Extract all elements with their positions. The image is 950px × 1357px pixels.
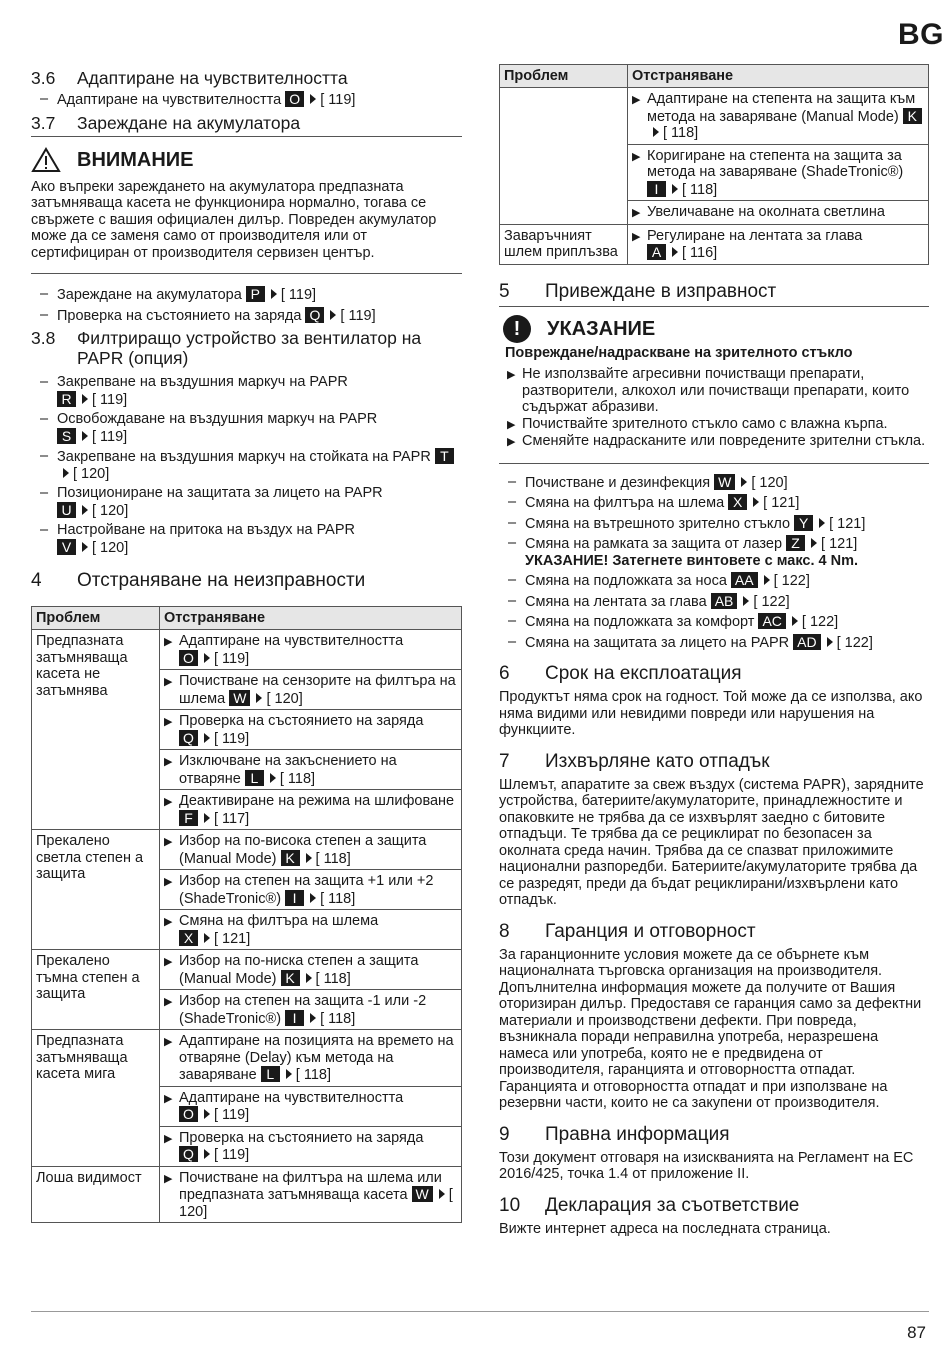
table-row: Предпазната затъмняваща касета мига ▶ Адаптиране на позицията на времето на отваряне (Delay) към метода на заваряване L [ 118] ▶ Адаптиране на чувствителността O [ 119] ▶ Проверка на състоянието на заряда Q [ 119]: [32, 1030, 462, 1167]
figure-key: A: [647, 244, 666, 260]
arrow-right-icon: [271, 289, 277, 299]
arrow-bullet-icon: ▶: [507, 369, 516, 381]
section-5-heading: 5 Привеждане в изправност: [499, 281, 929, 307]
section-3-7-list: [31, 286, 462, 324]
section-8-heading: 8 Гаранция и отговорност: [499, 920, 756, 942]
page-ref[interactable]: [ 122]: [801, 614, 839, 630]
figure-key: O: [285, 91, 304, 107]
figure-key: L: [245, 770, 264, 786]
page-ref[interactable]: [ 120]: [266, 690, 303, 707]
arrow-right-icon: [764, 575, 770, 585]
page-ref[interactable]: [ 121]: [763, 495, 800, 511]
section-10-text: Вижте интернет адреса на последната страница.: [499, 1220, 831, 1237]
footer-divider: [31, 1311, 929, 1312]
tightening-note: УКАЗАНИЕ! Затегнете винтовете с макс. 4 Nm.: [525, 552, 859, 569]
list-item: ▶ Не използвайте агресивни почистващи препарати, разтворители, алкохол или почистващи препарати, които съдържат абразиви.: [507, 366, 910, 415]
arrow-bullet-icon: ▶: [164, 996, 173, 1008]
arrow-bullet-icon: ▶: [164, 1092, 173, 1105]
figure-key: O: [179, 650, 198, 666]
arrow-bullet-icon: ▶: [164, 1132, 173, 1145]
section-3-7-heading: 3.7 Зареждане на акумулатора: [31, 113, 462, 137]
list-item: – Смяна на подложката за носа AA [ 122]: [508, 572, 810, 589]
figure-key: V: [57, 539, 76, 555]
page-ref[interactable]: [ 118]: [320, 1010, 356, 1027]
page-number: 87: [907, 1323, 926, 1342]
arrow-right-icon: [63, 468, 69, 478]
troubleshooting-table-continued: [499, 64, 929, 265]
list-item: – Смяна на рамката за защита от лазер Z [ 121] УКАЗАНИЕ! Затегнете винтовете с макс. 4 Nm.: [508, 535, 859, 569]
figure-key: W: [229, 690, 250, 706]
table-row: Прекалено тъмна степен а защита ▶ Избор на по-ниска степен а защита (Manual Mode) K [ 118] ▶ Избор на степен на защита -1 или -2 (ShadeTronic®) I [ 118]: [32, 950, 462, 1030]
page-ref[interactable]: [ 118]: [320, 890, 356, 907]
arrow-right-icon: [270, 773, 276, 783]
page-ref[interactable]: [ 120]: [179, 1187, 453, 1220]
arrow-right-icon: [82, 431, 88, 441]
table-row: Прекалено светла степен а защита ▶ Избор на по-висока степен а защита (Manual Mode) K [ 118] ▶ Избор на степен на защита +1 или +2 (ShadeTronic®) I [ 118] ▶ Смяна на филтъра на шлема X [ 121]: [32, 830, 462, 950]
arrow-right-icon: [310, 1013, 316, 1023]
page-ref[interactable]: [ 119]: [214, 1107, 250, 1123]
arrow-bullet-icon: ▶: [164, 1172, 173, 1185]
right-column: [499, 64, 929, 1237]
left-column: [31, 60, 462, 1223]
figure-key: Q: [179, 730, 198, 746]
page-ref[interactable]: [ 122]: [836, 634, 873, 651]
arrow-bullet-icon: ▶: [164, 716, 173, 728]
page-ref[interactable]: [ 120]: [751, 474, 788, 491]
list-item: – Смяна на подложката за комфорт AC [ 122]: [508, 613, 839, 630]
arrow-bullet-icon: ▶: [164, 796, 173, 808]
page-ref[interactable]: [ 122]: [753, 593, 790, 610]
arrow-bullet-icon: ▶: [164, 636, 173, 648]
figure-key: Q: [179, 1146, 198, 1162]
figure-key: O: [179, 1106, 198, 1122]
section-4-heading: 4 Отстраняване на неизправности: [31, 570, 366, 591]
section-9-heading: 9 Правна информация: [499, 1123, 730, 1145]
arrow-bullet-icon: ▶: [507, 418, 516, 431]
arrow-right-icon: [82, 505, 88, 515]
arrow-right-icon: [653, 127, 659, 137]
notice-block: [499, 315, 929, 464]
arrow-right-icon: [82, 394, 88, 404]
arrow-right-icon: [306, 973, 312, 983]
arrow-bullet-icon: ▶: [164, 916, 173, 928]
arrow-right-icon: [310, 893, 316, 903]
page-ref[interactable]: [ 120]: [92, 502, 129, 519]
warning-title: ВНИМАНИЕ: [77, 148, 194, 171]
column-header-problem: Проблем: [500, 65, 628, 88]
figure-key: P: [246, 286, 265, 302]
list-item: – Проверка на състоянието на заряда Q [ 119]: [40, 306, 376, 324]
arrow-right-icon: [819, 518, 825, 528]
table-row: Лоша видимост ▶ Почистване на филтъра на шлема или предпазната затъмняваща касета W [ 120]: [32, 1166, 462, 1223]
arrow-right-icon: [204, 1109, 210, 1119]
page-ref[interactable]: [ 118]: [279, 770, 316, 787]
list-item: – Смяна на защитата за лицето на PAPR AD [ 122]: [508, 633, 873, 651]
arrow-right-icon: [672, 247, 678, 257]
warning-triangle-icon: [31, 147, 61, 173]
page-ref[interactable]: [ 120]: [73, 465, 110, 482]
exclamation-icon: !: [503, 315, 531, 343]
column-header-problem: Проблем: [32, 607, 160, 630]
language-code: BG: [898, 18, 944, 51]
arrow-bullet-icon: ▶: [632, 150, 641, 163]
figure-key: I: [285, 890, 304, 906]
arrow-bullet-icon: ▶: [164, 756, 173, 768]
list-item: – Зареждане на акумулатора P [ 119]: [40, 286, 317, 303]
section-7-text: Шлемът, апаратите за свеж въздух (система PAPR), зарядните устройства, батериите/акумулаторите, принадлежностите и опаковките не трябва да се изхвърлят заедно с битовите отпадъци. Те трябва да се рециклират по безопасен за околната среда начин. Трябва да се спазват приложимите национални разпоредби. Батериите/акумулаторите трябва да се разредят, преди да бъдат рециклирани/изхвърлени като отпадък.: [499, 776, 924, 908]
figure-key: K: [903, 108, 922, 124]
list-item: – Смяна на лентата за глава AB [ 122]: [508, 592, 790, 610]
page-ref[interactable]: [ 121]: [821, 536, 858, 552]
table-row: Предпазната затъмняваща касета не затъмнява ▶ Адаптиране на чувствителността O [ 119] ▶ Почистване на сензорите на филтъра на шлема W [ 120] ▶ Проверка на състоянието на заряда Q [ 119] ▶ Изключване на закъснението на отваряне L [ 118] ▶ Деактивиране на режима на шлифоване F [ 117]: [32, 630, 462, 830]
arrow-right-icon: [204, 813, 210, 823]
list-item: – Позициониране на защитата за лицето на PAPR U [ 120]: [40, 485, 383, 519]
figure-key: W: [714, 474, 735, 490]
list-item: – Закрепване на въздушния маркуч на стойката на PAPR T[ 120]: [31, 448, 462, 482]
section-9-text: Този документ отговаря на изискванията на Регламент на ЕС 2016/425, точка 1.4 от приложение II.: [499, 1149, 914, 1182]
page-ref[interactable]: [ 119]: [320, 92, 356, 108]
page-ref[interactable]: [ 117]: [214, 810, 250, 827]
arrow-right-icon: [439, 1189, 445, 1199]
section-6-heading: 6 Срок на експлоатация: [499, 663, 742, 684]
notice-subtitle: Повреждане/надраскване на зрителното стъкло: [505, 344, 853, 361]
column-header-fix: Отстраняване: [628, 65, 929, 88]
notice-list: [499, 366, 929, 451]
page-ref[interactable]: [ 121]: [214, 930, 251, 947]
page-ref[interactable]: [ 120]: [92, 539, 129, 556]
arrow-right-icon: [204, 733, 210, 743]
section-7-heading: 7 Изхвърляне като отпадък: [499, 750, 770, 772]
arrow-right-icon: [741, 477, 747, 487]
figure-key: T: [435, 448, 454, 464]
figure-key: S: [57, 428, 76, 444]
section-5-list: [499, 474, 929, 652]
page-ref[interactable]: [ 118]: [295, 1067, 331, 1083]
notice-title: УКАЗАНИЕ: [547, 317, 656, 340]
arrow-right-icon: [811, 538, 817, 548]
page-ref[interactable]: [ 119]: [92, 391, 128, 408]
arrow-right-icon: [753, 497, 759, 507]
figure-key: K: [281, 970, 300, 986]
warning-block: [31, 147, 462, 275]
page-ref[interactable]: [ 119]: [92, 428, 128, 445]
list-item: – Настройване на притока на въздух на PAPR V [ 120]: [40, 522, 355, 556]
arrow-right-icon: [204, 653, 210, 663]
page-ref[interactable]: [ 119]: [280, 287, 317, 303]
section-8-text: За гаранционните условия можете да се обърнете към националната търговска организация на производителя. Допълнителна информация можете да получите от Вашия оторизиран дилър. Предоставя се гаранция само за дефектни материали и производствени дефекти. При повреда, възникнала поради неправилна употреба, неразрешена намеса или употреба, която не е предвидена от производителя, гаранцията и отговорността отпадат. Гаранцията и отговорността отпадат и при използване на резервни части, които не са закупени от производителя.: [499, 946, 922, 1111]
arrow-bullet-icon: ▶: [164, 956, 173, 968]
list-item: – Закрепване на въздушния маркуч на PAPR R [ 119]: [40, 374, 348, 408]
arrow-right-icon: [204, 1149, 210, 1159]
page-ref[interactable]: [ 118]: [315, 850, 351, 867]
figure-key: I: [285, 1010, 304, 1026]
section-3-8-list: [31, 374, 462, 556]
troubleshooting-table: [31, 606, 462, 1223]
arrow-bullet-icon: ▶: [164, 876, 173, 888]
page-ref[interactable]: [ 119]: [214, 730, 250, 747]
arrow-bullet-icon: ▶: [164, 1036, 173, 1048]
figure-key: AA: [731, 572, 758, 588]
figure-key: Z: [786, 535, 805, 551]
figure-key: Y: [794, 515, 813, 531]
column-header-fix: Отстраняване: [160, 607, 462, 630]
figure-key: K: [281, 850, 300, 866]
page-ref[interactable]: [ 118]: [663, 125, 699, 141]
figure-key: R: [57, 391, 76, 407]
section-6-text: Продуктът няма срок на годност. Той може да се използва, ако няма видими или невидими повреди или нарушения на функциите.: [499, 689, 923, 738]
figure-key: AD: [793, 634, 820, 650]
figure-key: AB: [711, 593, 738, 609]
page-ref[interactable]: [ 121]: [829, 515, 866, 532]
section-3-6-list: [31, 91, 462, 109]
arrow-bullet-icon: ▶: [632, 94, 641, 106]
section-3-6-heading: 3.6 Адаптиране на чувствителността: [31, 68, 348, 88]
page-ref[interactable]: [ 118]: [682, 181, 718, 198]
list-item: – Смяна на филтъра на шлема X [ 121]: [508, 494, 800, 511]
section-10-heading: 10 Декларация за съответствие: [499, 1194, 800, 1216]
page-ref[interactable]: [ 119]: [214, 650, 250, 667]
figure-key: W: [412, 1186, 433, 1202]
arrow-right-icon: [286, 1069, 292, 1079]
arrow-bullet-icon: ▶: [632, 230, 641, 243]
page-ref[interactable]: [ 119]: [340, 307, 376, 324]
arrow-bullet-icon: ▶: [164, 836, 173, 848]
page-ref[interactable]: [ 118]: [315, 970, 351, 987]
arrow-right-icon: [792, 616, 798, 626]
arrow-right-icon: [743, 596, 749, 606]
arrow-right-icon: [330, 310, 336, 320]
page-ref[interactable]: [ 122]: [773, 573, 810, 589]
page-ref[interactable]: [ 119]: [214, 1147, 250, 1163]
list-item: – Смяна на вътрешното зрително стъкло Y [ 121]: [508, 514, 866, 532]
list-item: – Адаптиране на чувствителността O [ 119]: [40, 91, 356, 108]
table-row: ▶ Адаптиране на степента на защита към метода на заваряване (Manual Mode) K[ 118] ▶ Коригиране на степента на защита за метода на заваряване (ShadeTronic®) I [ 118] ▶ Увеличаване на околната светлина: [500, 88, 929, 225]
figure-key: I: [647, 181, 666, 197]
figure-key: X: [179, 930, 198, 946]
arrow-right-icon: [204, 933, 210, 943]
list-item: ▶ Почиствайте зрителното стъкло само с влажна кърпа.: [507, 415, 888, 432]
figure-key: Q: [305, 307, 324, 323]
figure-key: L: [261, 1066, 280, 1082]
arrow-bullet-icon: ▶: [507, 436, 516, 448]
arrow-right-icon: [256, 693, 262, 703]
arrow-right-icon: [82, 542, 88, 552]
table-row: Заваръчният шлем приплъзва ▶ Регулиране на лентата за глава A [ 116]: [500, 224, 929, 264]
list-item: ▶ Сменяйте надрасканите или повредените зрителни стъкла.: [507, 433, 926, 449]
figure-key: AC: [758, 613, 785, 629]
list-item: – Освобождаване на въздушния маркуч на PAPR S [ 119]: [40, 411, 378, 445]
section-3-8-heading: 3.8 Филтриращо устройство за вентилатор на PAPR (опция): [31, 328, 422, 368]
page-ref[interactable]: [ 116]: [682, 245, 718, 261]
arrow-bullet-icon: ▶: [164, 676, 173, 688]
arrow-right-icon: [306, 853, 312, 863]
arrow-bullet-icon: ▶: [632, 207, 641, 219]
warning-text: Ако въпреки зареждането на акумулатора предпазната затъмняваща касета не функционира нормално, тогава се свържете с вашия официален дилър. Повреден акумулатор може да се заменя само от производителя или от сертифициран от производителя сервизен център.: [31, 178, 437, 261]
figure-key: F: [179, 810, 198, 826]
arrow-right-icon: [672, 184, 678, 194]
list-item: – Почистване и дезинфекция W [ 120]: [508, 473, 788, 491]
figure-key: U: [57, 502, 76, 518]
arrow-right-icon: [310, 94, 316, 104]
arrow-right-icon: [827, 637, 833, 647]
figure-key: X: [728, 494, 747, 510]
